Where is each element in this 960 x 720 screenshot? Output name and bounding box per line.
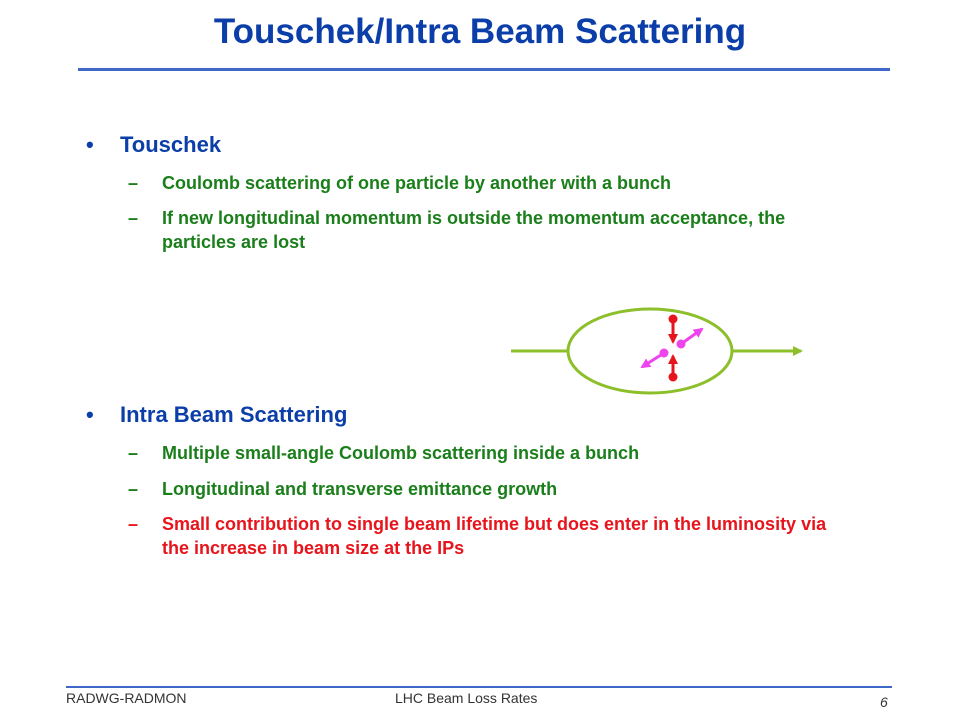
- dash-icon: –: [128, 208, 139, 228]
- slide-title: Touschek/Intra Beam Scattering: [213, 12, 747, 51]
- bullet-icon: •: [86, 402, 94, 427]
- bunch-ellipse: [568, 309, 732, 393]
- list-item-text: Coulomb scattering of one particle by another with a bunch: [162, 173, 672, 193]
- footer-divider: [66, 686, 892, 688]
- list-item-text: Longitudinal and transverse emittance growth: [162, 479, 558, 499]
- title-underline: [78, 68, 890, 71]
- section-heading: Intra Beam Scattering: [120, 402, 348, 427]
- page-number: 6: [880, 694, 888, 710]
- list-item-text: If new longitudinal momentum is outside the momentum acceptance, the particles are lost: [162, 208, 786, 252]
- particle-dot: [669, 315, 678, 324]
- scattered-dot: [677, 340, 686, 349]
- bullet-icon: •: [86, 132, 94, 157]
- list-item-text: Multiple small-angle Coulomb scattering inside a bunch: [162, 443, 640, 463]
- footer-left-text: RADWG-RADMON: [66, 690, 187, 706]
- dash-icon: –: [128, 514, 139, 534]
- list-item-text: Small contribution to single beam lifetime but does enter in the luminosity via the increase in beam size at the IPs: [162, 514, 827, 558]
- scattered-dot: [660, 349, 669, 358]
- section-heading: Touschek: [120, 132, 222, 157]
- footer-center-text: LHC Beam Loss Rates: [395, 690, 538, 706]
- particle-dot: [669, 373, 678, 382]
- touschek-scattering-diagram: [505, 300, 815, 410]
- dash-icon: –: [128, 173, 139, 193]
- dash-icon: –: [128, 443, 139, 463]
- dash-icon: –: [128, 479, 139, 499]
